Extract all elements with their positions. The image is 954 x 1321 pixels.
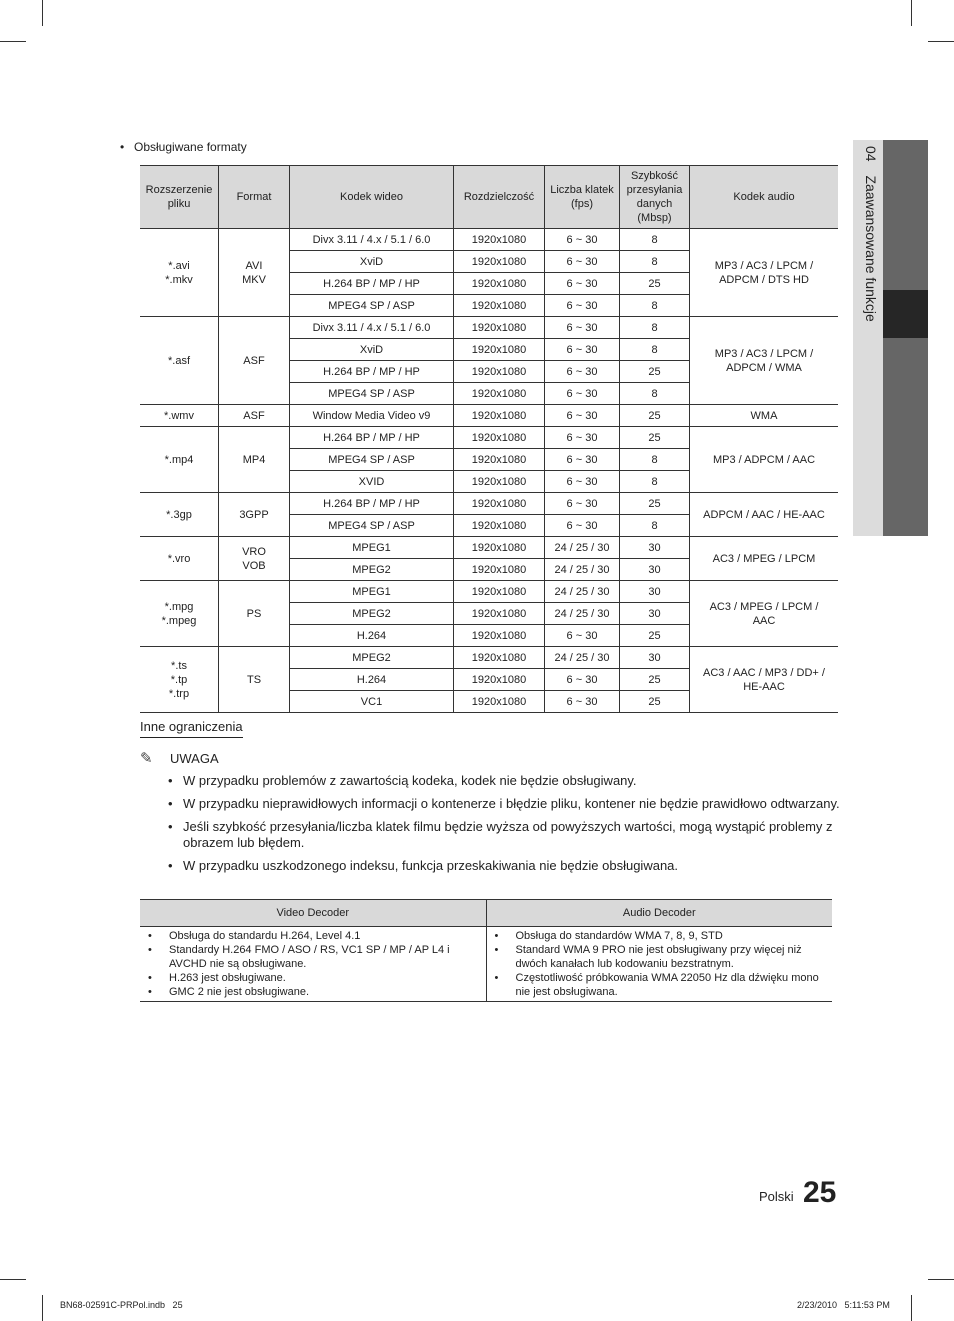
cell-resolution: 1920x1080	[454, 405, 545, 427]
cell-frame-rate: 6 ~ 30	[545, 273, 620, 295]
cell-audio-codec: MP3 / AC3 / LPCM / ADPCM / DTS HD	[690, 229, 839, 317]
cell-bitrate: 8	[620, 229, 690, 251]
cell-bitrate: 30	[620, 603, 690, 625]
video-decoder-item	[148, 985, 482, 999]
bullet: •	[494, 972, 499, 984]
header-video-codec: Kodek wideo	[290, 166, 454, 229]
cell-frame-rate: 6 ~ 30	[545, 295, 620, 317]
pencil-note-icon: ✎	[140, 750, 153, 767]
cell-frame-rate: 6 ~ 30	[545, 691, 620, 713]
cell-frame-rate: 6 ~ 30	[545, 493, 620, 515]
cell-bitrate: 30	[620, 537, 690, 559]
header-format: Format	[219, 166, 290, 229]
side-tab-dark-strip	[883, 140, 928, 536]
cell-video-codec: VC1	[290, 691, 454, 713]
audio-decoder-text: Obsługa do standardów WMA 7, 8, 9, STD	[515, 930, 723, 942]
cell-frame-rate: 6 ~ 30	[545, 317, 620, 339]
cell-frame-rate: 24 / 25 / 30	[545, 647, 620, 669]
cell-resolution: 1920x1080	[454, 669, 545, 691]
crop-mark	[0, 41, 26, 42]
cell-video-codec: H.264	[290, 625, 454, 647]
cell-video-codec: H.264 BP / MP / HP	[290, 361, 454, 383]
cell-extension: *.3gp	[140, 493, 219, 537]
note-text: W przypadku nieprawidłowych informacji o kontenerze i błędzie pliku, kontener nie będzie prawidłowo odtwarzany.	[183, 796, 840, 811]
audio-decoder-item	[495, 943, 829, 971]
video-decoder-item	[148, 971, 482, 985]
cell-audio-codec: MP3 / AC3 / LPCM / ADPCM / WMA	[690, 317, 839, 405]
cell-frame-rate: 6 ~ 30	[545, 669, 620, 691]
cell-bitrate: 25	[620, 427, 690, 449]
cell-frame-rate: 6 ~ 30	[545, 515, 620, 537]
audio-decoder-item	[495, 929, 829, 943]
header-bitrate: Szybkość przesyłania danych (Mbsp)	[620, 166, 690, 229]
crop-mark	[42, 1295, 43, 1321]
cell-video-codec: XviD	[290, 339, 454, 361]
cell-bitrate: 25	[620, 493, 690, 515]
audio-decoder-cell	[486, 927, 832, 1002]
audio-decoder-header: Audio Decoder	[486, 900, 832, 927]
cell-bitrate: 25	[620, 361, 690, 383]
cell-bitrate: 25	[620, 273, 690, 295]
cell-audio-codec: MP3 / ADPCM / AAC	[690, 427, 839, 493]
cell-resolution: 1920x1080	[454, 493, 545, 515]
crop-mark	[0, 1279, 26, 1280]
cell-resolution: 1920x1080	[454, 647, 545, 669]
cell-resolution: 1920x1080	[454, 427, 545, 449]
cell-video-codec: MPEG4 SP / ASP	[290, 383, 454, 405]
cell-frame-rate: 6 ~ 30	[545, 339, 620, 361]
cell-frame-rate: 6 ~ 30	[545, 229, 620, 251]
note-item	[168, 773, 840, 789]
formats-table-body	[140, 229, 838, 713]
cell-frame-rate: 6 ~ 30	[545, 625, 620, 647]
bullet: •	[148, 986, 152, 998]
cell-resolution: 1920x1080	[454, 559, 545, 581]
cell-resolution: 1920x1080	[454, 603, 545, 625]
cell-resolution: 1920x1080	[454, 295, 545, 317]
format-row	[140, 647, 838, 669]
cell-bitrate: 8	[620, 339, 690, 361]
cell-frame-rate: 6 ~ 30	[545, 471, 620, 493]
crop-mark	[928, 41, 954, 42]
print-file-info: BN68-02591C-PRPol.indb 25	[60, 1300, 183, 1310]
cell-audio-codec: AC3 / MPEG / LPCM / AAC	[690, 581, 839, 647]
cell-bitrate: 30	[620, 559, 690, 581]
cell-extension: *.vro	[140, 537, 219, 581]
bullet: •	[494, 944, 499, 956]
bullet: •	[494, 930, 499, 942]
cell-bitrate: 30	[620, 647, 690, 669]
video-decoder-text: Obsługa do standardu H.264, Level 4.1	[169, 930, 361, 942]
cell-audio-codec: AC3 / MPEG / LPCM	[690, 537, 839, 581]
cell-video-codec: H.264 BP / MP / HP	[290, 427, 454, 449]
format-row	[140, 537, 838, 559]
cell-bitrate: 25	[620, 405, 690, 427]
cell-bitrate: 8	[620, 471, 690, 493]
cell-video-codec: XVID	[290, 471, 454, 493]
cell-extension: *.wmv	[140, 405, 219, 427]
chapter-number: 04	[863, 146, 879, 162]
format-row	[140, 493, 838, 515]
cell-format: 3GPP	[219, 493, 290, 537]
cell-format: PS	[219, 581, 290, 647]
cell-extension: *.mpg *.mpeg	[140, 581, 219, 647]
cell-resolution: 1920x1080	[454, 229, 545, 251]
bullet: •	[120, 140, 125, 154]
cell-bitrate: 8	[620, 295, 690, 317]
cell-audio-codec: ADPCM / AAC / HE-AAC	[690, 493, 839, 537]
audio-decoder-item	[495, 971, 829, 999]
cell-resolution: 1920x1080	[454, 383, 545, 405]
cell-resolution: 1920x1080	[454, 339, 545, 361]
cell-video-codec: Divx 3.11 / 4.x / 5.1 / 6.0	[290, 229, 454, 251]
cell-frame-rate: 6 ~ 30	[545, 427, 620, 449]
cell-bitrate: 8	[620, 515, 690, 537]
cell-extension: *.avi *.mkv	[140, 229, 219, 317]
cell-format: VRO VOB	[219, 537, 290, 581]
cell-video-codec: MPEG4 SP / ASP	[290, 449, 454, 471]
cell-video-codec: XviD	[290, 251, 454, 273]
note-item	[168, 858, 840, 874]
format-row	[140, 427, 838, 449]
cell-video-codec: MPEG2	[290, 647, 454, 669]
bullet: •	[168, 796, 173, 811]
supported-formats-label: Obsługiwane formaty	[134, 140, 247, 154]
other-limitations-title: Inne ograniczenia	[140, 719, 243, 738]
bullet: •	[168, 773, 173, 788]
note-text: Jeśli szybkość przesyłania/liczba klatek filmu będzie wyższa od powyższych wartości, mogą wystąpić problemy z obrazem lub błędem.	[183, 819, 833, 850]
cell-video-codec: H.264	[290, 669, 454, 691]
cell-bitrate: 25	[620, 669, 690, 691]
format-row	[140, 229, 838, 251]
bullet: •	[148, 972, 152, 984]
cell-extension: *.ts *.tp *.trp	[140, 647, 219, 713]
cell-format: ASF	[219, 405, 290, 427]
print-timestamp: 2/23/2010 5:11:53 PM	[797, 1300, 890, 1310]
cell-frame-rate: 6 ~ 30	[545, 251, 620, 273]
cell-format: ASF	[219, 317, 290, 405]
note-list	[168, 773, 840, 881]
note-text: W przypadku uszkodzonego indeksu, funkcja przeskakiwania nie będzie obsługiwana.	[183, 858, 679, 873]
cell-frame-rate: 24 / 25 / 30	[545, 581, 620, 603]
audio-decoder-text: Standard WMA 9 PRO nie jest obsługiwany przy więcej niż dwóch kanałach lub kodowaniu bezstratnym.	[515, 944, 802, 970]
cell-bitrate: 30	[620, 581, 690, 603]
chapter-label	[857, 146, 879, 322]
video-decoder-text: GMC 2 nie jest obsługiwane.	[169, 986, 310, 998]
video-decoder-header: Video Decoder	[140, 900, 486, 927]
cell-bitrate: 25	[620, 625, 690, 647]
cell-resolution: 1920x1080	[454, 515, 545, 537]
cell-bitrate: 8	[620, 383, 690, 405]
crop-mark	[928, 1279, 954, 1280]
cell-frame-rate: 6 ~ 30	[545, 383, 620, 405]
cell-audio-codec: AC3 / AAC / MP3 / DD+ / HE-AAC	[690, 647, 839, 713]
cell-resolution: 1920x1080	[454, 273, 545, 295]
cell-resolution: 1920x1080	[454, 361, 545, 383]
header-audio-codec: Kodek audio	[690, 166, 839, 229]
audio-decoder-text: Częstotliwość próbkowania WMA 22050 Hz dla dźwięku mono nie jest obsługiwana.	[515, 972, 819, 998]
cell-frame-rate: 24 / 25 / 30	[545, 537, 620, 559]
note-item	[168, 796, 840, 812]
cell-resolution: 1920x1080	[454, 449, 545, 471]
cell-resolution: 1920x1080	[454, 581, 545, 603]
bullet: •	[168, 858, 173, 873]
cell-bitrate: 25	[620, 691, 690, 713]
cell-extension: *.asf	[140, 317, 219, 405]
video-decoder-item	[148, 943, 482, 971]
cell-resolution: 1920x1080	[454, 317, 545, 339]
header-frame-rate: Liczba klatek (fps)	[545, 166, 620, 229]
cell-video-codec: MPEG2	[290, 559, 454, 581]
side-tab-active-marker	[883, 290, 928, 338]
cell-extension: *.mp4	[140, 427, 219, 493]
decoder-table	[140, 899, 832, 1002]
cell-video-codec: MPEG2	[290, 603, 454, 625]
cell-video-codec: MPEG4 SP / ASP	[290, 295, 454, 317]
cell-video-codec: MPEG4 SP / ASP	[290, 515, 454, 537]
header-resolution: Rozdzielczość	[454, 166, 545, 229]
video-decoder-item	[148, 929, 482, 943]
cell-resolution: 1920x1080	[454, 691, 545, 713]
cell-resolution: 1920x1080	[454, 251, 545, 273]
bullet: •	[148, 944, 152, 956]
note-heading	[140, 749, 219, 767]
cell-resolution: 1920x1080	[454, 625, 545, 647]
cell-frame-rate: 6 ~ 30	[545, 361, 620, 383]
header-extension: Rozszerzenie pliku	[140, 166, 219, 229]
cell-frame-rate: 24 / 25 / 30	[545, 559, 620, 581]
cell-frame-rate: 6 ~ 30	[545, 449, 620, 471]
crop-mark	[911, 1295, 912, 1321]
cell-format: TS	[219, 647, 290, 713]
video-decoder-cell	[140, 927, 486, 1002]
crop-mark	[42, 0, 43, 26]
cell-video-codec: Window Media Video v9	[290, 405, 454, 427]
supported-formats-table	[140, 165, 838, 713]
cell-format: MP4	[219, 427, 290, 493]
cell-audio-codec: WMA	[690, 405, 839, 427]
video-decoder-text: Standardy H.264 FMO / ASO / RS, VC1 SP / MP / AP L4 i AVCHD nie są obsługiwane.	[169, 944, 450, 970]
cell-frame-rate: 24 / 25 / 30	[545, 603, 620, 625]
note-text: W przypadku problemów z zawartością kodeka, kodek nie będzie obsługiwany.	[183, 773, 637, 788]
cell-video-codec: MPEG1	[290, 581, 454, 603]
cell-format: AVI MKV	[219, 229, 290, 317]
cell-bitrate: 8	[620, 317, 690, 339]
chapter-title: Zaawansowane funkcje	[863, 175, 879, 322]
cell-resolution: 1920x1080	[454, 471, 545, 493]
format-row	[140, 581, 838, 603]
cell-bitrate: 8	[620, 251, 690, 273]
cell-video-codec: H.264 BP / MP / HP	[290, 273, 454, 295]
page-number: 25	[803, 1176, 837, 1209]
cell-video-codec: H.264 BP / MP / HP	[290, 493, 454, 515]
cell-frame-rate: 6 ~ 30	[545, 405, 620, 427]
video-decoder-text: H.263 jest obsługiwane.	[169, 972, 286, 984]
format-row	[140, 317, 838, 339]
note-label: UWAGA	[170, 751, 219, 766]
format-row	[140, 405, 838, 427]
supported-formats-heading	[120, 140, 247, 154]
cell-video-codec: Divx 3.11 / 4.x / 5.1 / 6.0	[290, 317, 454, 339]
cell-video-codec: MPEG1	[290, 537, 454, 559]
note-item	[168, 819, 840, 851]
page-language: Polski	[759, 1189, 794, 1204]
crop-mark	[911, 0, 912, 26]
cell-bitrate: 8	[620, 449, 690, 471]
bullet: •	[168, 819, 173, 834]
bullet: •	[148, 930, 152, 942]
cell-resolution: 1920x1080	[454, 537, 545, 559]
